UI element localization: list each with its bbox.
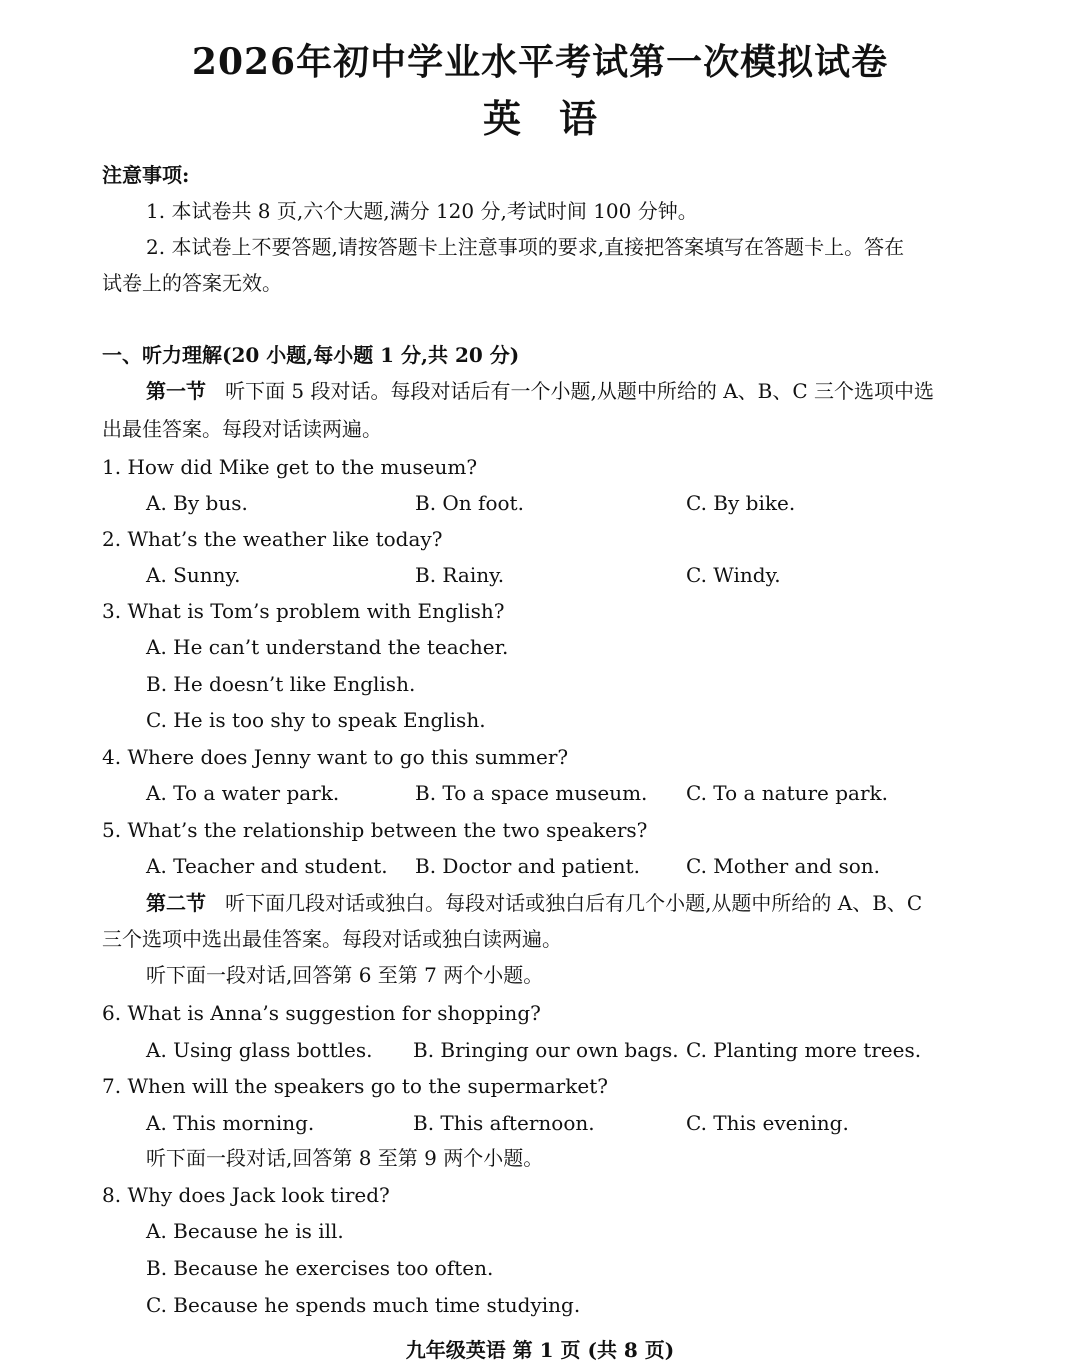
question-8: 8. Why does Jack look tired? [102, 1183, 390, 1207]
section-1-heading: 一、听力理解(20 小题,每小题 1 分,共 20 分) [102, 343, 520, 367]
subject-title: 英语 [482, 96, 635, 141]
question-1-option-a: A. By bus. [146, 491, 248, 515]
question-4-option-b: B. To a space museum. [415, 781, 648, 805]
part-2-intro-line-2: 三个选项中选出最佳答案。每段对话或独白读两遍。 [102, 927, 562, 951]
question-1-option-b: B. On foot. [415, 491, 524, 515]
question-2-option-c: C. Windy. [686, 563, 781, 587]
part-1-label: 第一节 [146, 379, 206, 403]
question-2-option-a: A. Sunny. [146, 563, 241, 587]
part-2-label: 第二节 [146, 891, 206, 915]
part-2-intro-line-1 [146, 890, 922, 916]
part-1-intro-line-1 [146, 378, 934, 404]
question-3: 3. What is Tom’s problem with English? [102, 599, 505, 623]
question-8-option-b: B. Because he exercises too often. [146, 1256, 494, 1280]
notice-heading: 注意事项: [102, 163, 190, 187]
question-5-option-c: C. Mother and son. [686, 854, 881, 878]
dialog-instruction-8-9: 听下面一段对话,回答第 8 至第 9 两个小题。 [146, 1146, 544, 1170]
dialog-instruction-6-7: 听下面一段对话,回答第 6 至第 7 两个小题。 [146, 963, 544, 987]
notice-item-2-line-1: 2. 本试卷上不要答题,请按答题卡上注意事项的要求,直接把答案填写在答题卡上。答在 [146, 235, 905, 259]
question-5-option-a: A. Teacher and student. [146, 854, 388, 878]
question-5-option-b: B. Doctor and patient. [415, 854, 640, 878]
question-6-option-b: B. Bringing our own bags. [413, 1038, 679, 1062]
question-8-option-c: C. Because he spends much time studying. [146, 1293, 581, 1317]
question-7: 7. When will the speakers go to the supermarket? [102, 1074, 608, 1098]
notice-item-1: 1. 本试卷共 8 页,六个大题,满分 120 分,考试时间 100 分钟。 [146, 199, 698, 223]
question-2: 2. What’s the weather like today? [102, 527, 443, 551]
part-2-instruction: 听下面几段对话或独白。每段对话或独白后有几个小题,从题中所给的 A、B、C [225, 891, 923, 915]
question-6-option-a: A. Using glass bottles. [146, 1038, 373, 1062]
part-1-instruction: 听下面 5 段对话。每段对话后有一个小题,从题中所给的 A、B、C 三个选项中选 [225, 379, 935, 403]
question-3-option-a: A. He can’t understand the teacher. [146, 635, 509, 659]
question-7-option-a: A. This morning. [146, 1111, 315, 1135]
question-4-option-c: C. To a nature park. [686, 781, 889, 805]
exam-title: 2026年初中学业水平考试第一次模拟试卷 [191, 41, 889, 83]
question-6: 6. What is Anna’s suggestion for shopping? [102, 1001, 541, 1025]
question-8-option-a: A. Because he is ill. [146, 1219, 344, 1243]
question-3-option-b: B. He doesn’t like English. [146, 672, 416, 696]
question-2-option-b: B. Rainy. [415, 563, 505, 587]
question-4: 4. Where does Jenny want to go this summer? [102, 745, 569, 769]
question-7-option-c: C. This evening. [686, 1111, 849, 1135]
question-7-option-b: B. This afternoon. [413, 1111, 595, 1135]
question-6-option-c: C. Planting more trees. [686, 1038, 922, 1062]
part-1-intro-line-2: 出最佳答案。每段对话读两遍。 [102, 417, 382, 441]
question-3-option-c: C. He is too shy to speak English. [146, 708, 486, 732]
notice-item-2-line-2: 试卷上的答案无效。 [102, 271, 282, 295]
question-1: 1. How did Mike get to the museum? [102, 455, 478, 479]
question-1-option-c: C. By bike. [686, 491, 796, 515]
question-5: 5. What’s the relationship between the two speakers? [102, 818, 648, 842]
question-4-option-a: A. To a water park. [146, 781, 340, 805]
page-footer: 九年级英语 第 1 页 (共 8 页) [405, 1338, 675, 1362]
